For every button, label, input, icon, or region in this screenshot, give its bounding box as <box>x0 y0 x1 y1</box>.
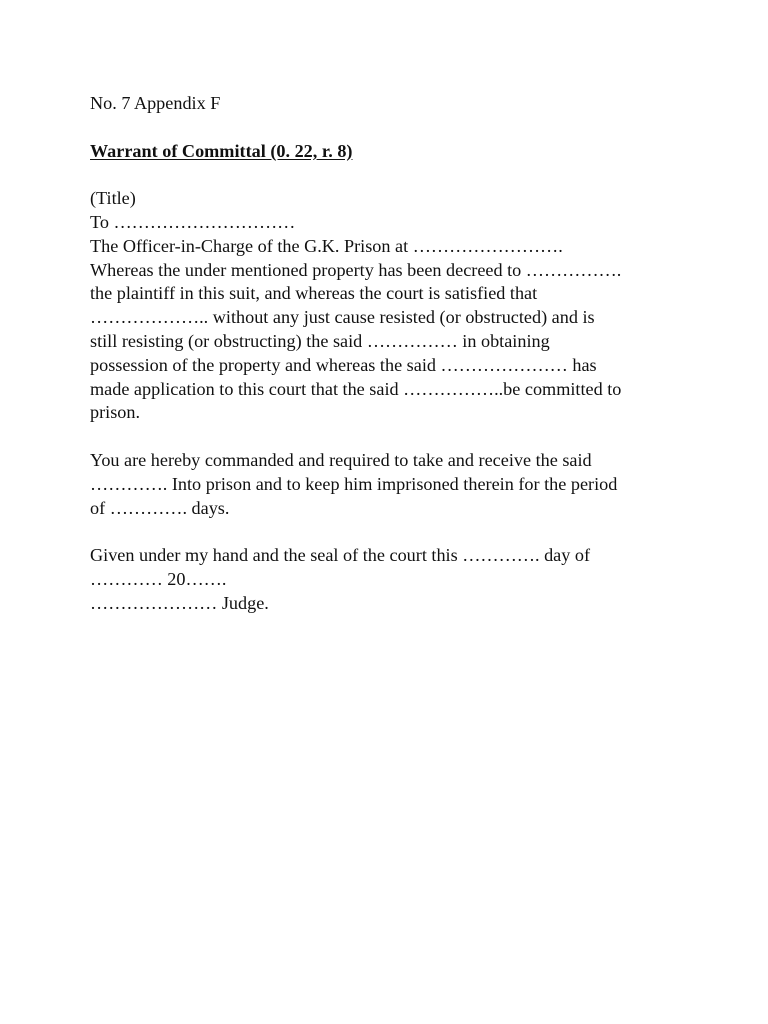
body-paragraph <box>90 211 690 425</box>
appendix-reference: No. 7 Appendix F <box>90 93 221 113</box>
body-line: The Officer-in-Charge of the G.K. Prison at ……………………. <box>90 235 563 256</box>
body-line: To ………………………… <box>90 211 296 232</box>
body-line: prison. <box>90 402 141 423</box>
body-line: possession of the property and whereas the said ………………… has <box>90 354 597 375</box>
spacer <box>90 425 690 449</box>
given-line: ………… 20……. <box>90 568 227 589</box>
body-line: still resisting (or obstructing) the said …………… in obtaining <box>90 330 550 351</box>
command-line: …………. Into prison and to keep him imprisoned therein for the period <box>90 473 618 494</box>
spacer <box>90 163 690 187</box>
document-heading: Warrant of Committal (0. 22, r. 8) <box>90 140 353 161</box>
command-line: You are hereby commanded and required to take and receive the said <box>90 449 592 470</box>
warrant-document <box>90 92 690 616</box>
command-paragraph <box>90 449 690 520</box>
given-line: Given under my hand and the seal of the court this …………. day of <box>90 545 591 566</box>
spacer <box>90 116 690 140</box>
command-line: of …………. days. <box>90 497 230 518</box>
spacer <box>90 520 690 544</box>
title-placeholder: (Title) <box>90 188 136 209</box>
body-line: made application to this court that the said ……………..be committed to <box>90 378 622 399</box>
judge-signature-line: ………………… Judge. <box>90 592 269 613</box>
body-line: Whereas the under mentioned property has been decreed to ……………. <box>90 259 622 280</box>
body-line: ……………….. without any just cause resisted (or obstructed) and is <box>90 307 595 328</box>
body-line: the plaintiff in this suit, and whereas the court is satisfied that <box>90 283 538 304</box>
given-paragraph <box>90 544 690 615</box>
